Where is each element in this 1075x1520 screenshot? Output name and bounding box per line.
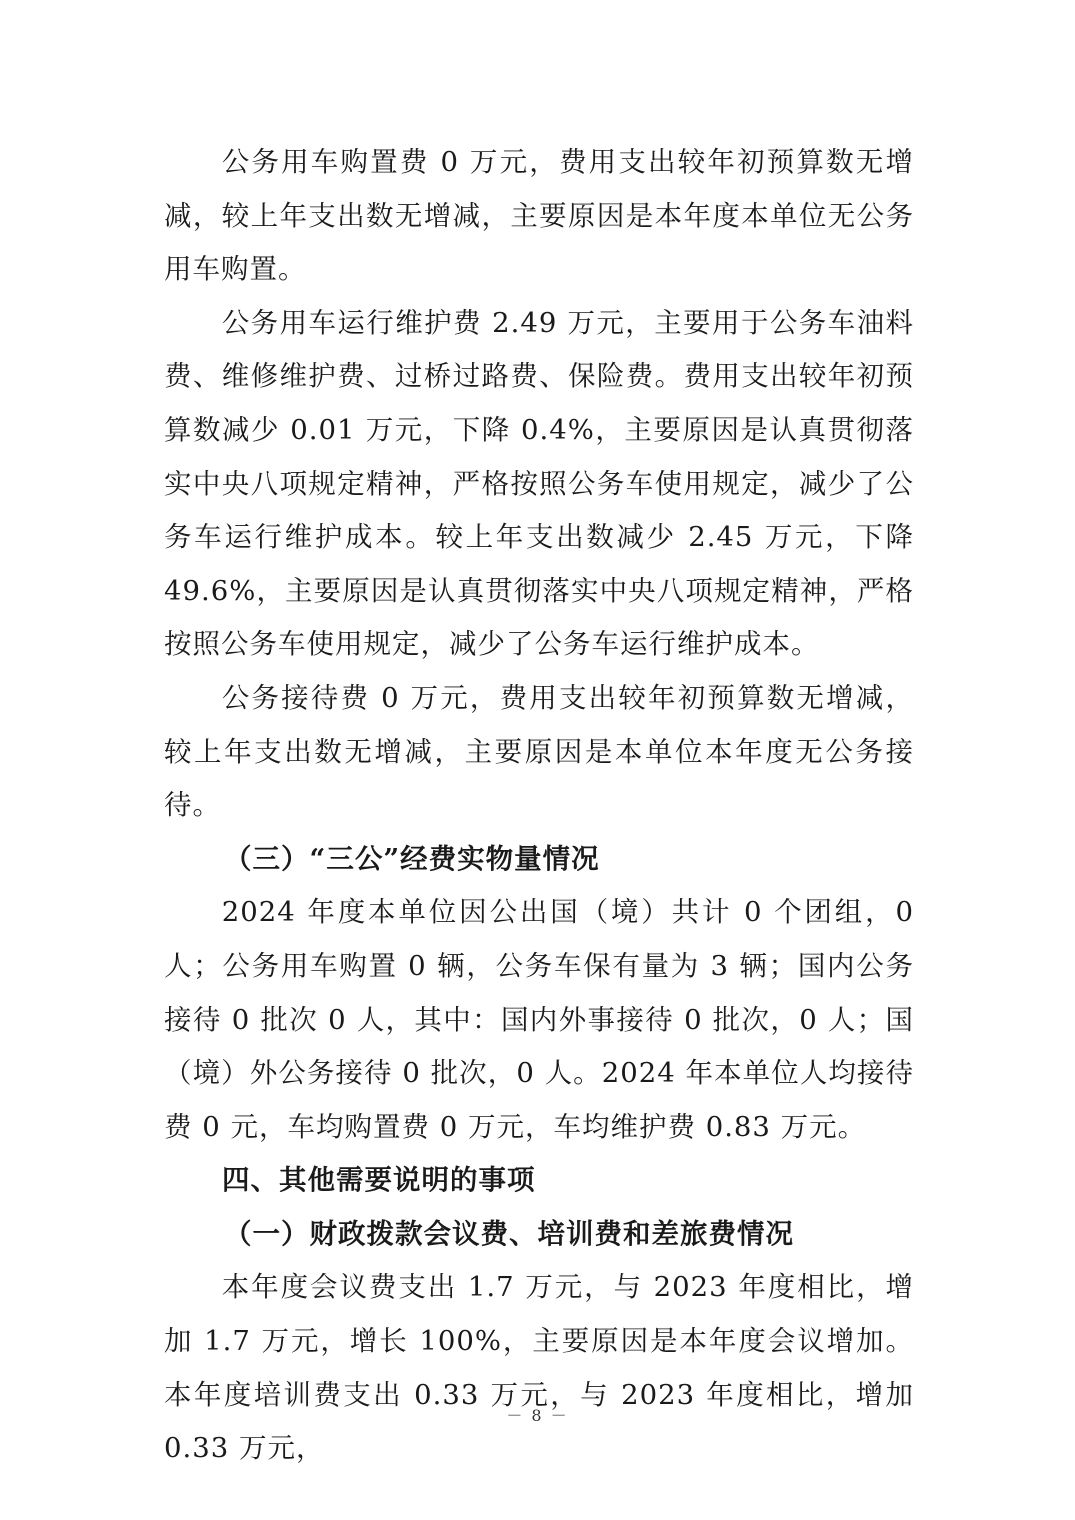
paragraph-physical-quantity: 2024 年度本单位因公出国（境）共计 0 个团组，0 人；公务用车购置 0 辆，公务车保有量为 3 辆；国内公务接待 0 批次 0 人，其中：国内外事接待 0 批次，0 人；国（境）外公务接待 0 批次，0 人。2024 年本单位人均接待费 0 元，车均购置费 0 万元，车均维护费 0.83 万元。 — [164, 896, 914, 1143]
document-body — [164, 136, 914, 1476]
section-heading-meeting-training-travel: （一）财政拨款会议费、培训费和差旅费情况 — [224, 1217, 794, 1250]
paragraph-vehicle-maintenance: 公务用车运行维护费 2.49 万元，主要用于公务车油料费、维修维护费、过桥过路费、保险费。费用支出较年初预算数减少 0.01 万元，下降 0.4%，主要原因是认真贯彻落实中央八项规定精神，严格按照公务车使用规定，减少了公务车运行维护成本。较上年支出数减少 2.45 万元，下降 49.6%，主要原因是认真贯彻落实中央八项规定精神，严格按照公务车使用规定，减少了公务车运行维护成本。 — [164, 306, 914, 661]
section-heading-other-matters: 四、其他需要说明的事项 — [222, 1164, 536, 1197]
paragraph-vehicle-purchase: 公务用车购置费 0 万元，费用支出较年初预算数无增减，较上年支出数无增减，主要原因是本年度本单位无公务用车购置。 — [164, 146, 914, 286]
paragraph-reception: 公务接待费 0 万元，费用支出较年初预算数无增减，较上年支出数无增减，主要原因是本单位本年度无公务接待。 — [164, 681, 914, 822]
page-number: － 8 － — [506, 1406, 569, 1425]
paragraph-meeting-training: 本年度会议费支出 1.7 万元，与 2023 年度相比，增加 1.7 万元，增长 100%，主要原因是本年度会议增加。本年度培训费支出 0.33 万元，与 2023 年度相比，增加 0.33 万元， — [164, 1271, 914, 1465]
section-heading-physical-quantity: （三）“三公”经费实物量情况 — [224, 842, 600, 875]
